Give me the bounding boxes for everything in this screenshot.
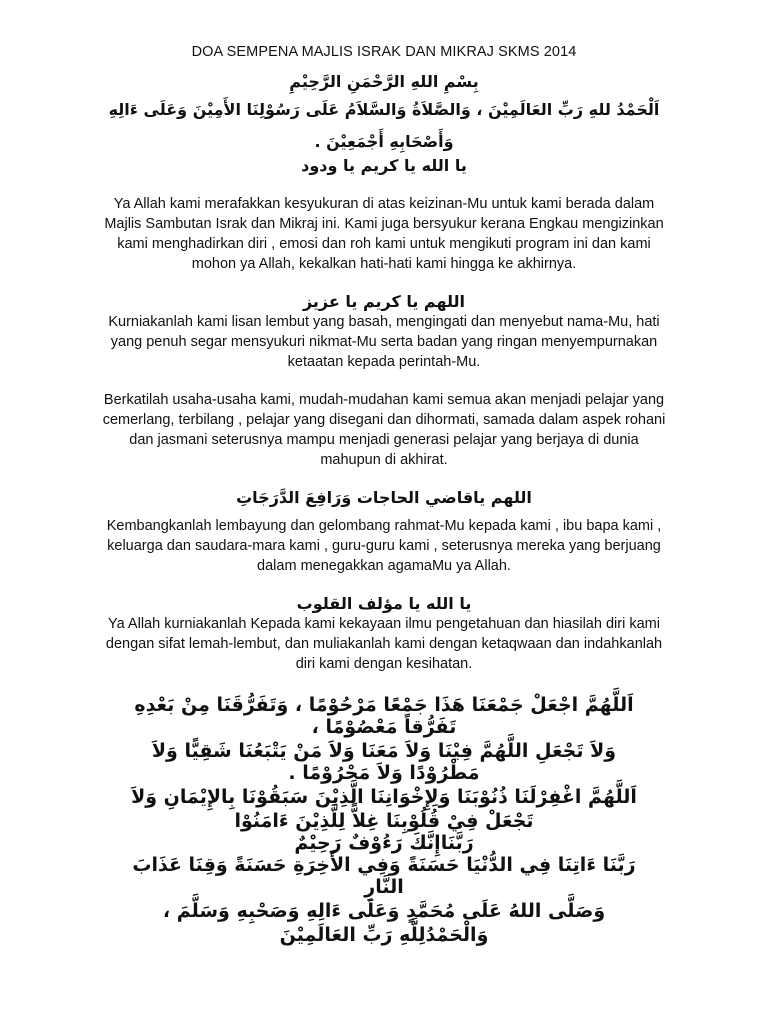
paragraph-2: [84, 312, 684, 372]
closing-line: مَطْرُوْدًا وَلاَ مَحْرُوْمًا .: [288, 762, 480, 784]
invocation-line: يا الله يا كريم يا ودود: [301, 156, 467, 175]
closing-line: تَفَرُّقاً مَعْصُوْمًا ،: [311, 716, 457, 738]
closing-line: تَجْعَلْ فِيْ قُلُوْبِنَا غِلاًّ لِلَّذِيْنَ ءَامَنُوْا: [234, 810, 534, 832]
closing-line: رَبَّنَا ءَاتِنَا فِي الدُّنْيَا حَسَنَةً وَفِي الأَخِرَةِ حَسَنَةً وَقِنَا عَذَابَ: [132, 854, 636, 876]
closing-line: اَللَّهُمَّ اجْعَلْ جَمْعَنَا هَذَا جَمْعًا مَرْحُوْمًا ، وَتَفَرُّقَنَا مِنْ بَعْدِهِ: [134, 694, 634, 716]
closing-line: رَبَّنَاإِنَّكَ رَءُوْفٌ رَحِيْمٌ: [294, 832, 474, 854]
paragraph-5-line: Ya Allah kurniakanlah Kepada kami kekayaan ilmu pengetahuan dan hiasilah diri kami: [108, 616, 660, 632]
document-title: DOA SEMPENA MAJLIS ISRAK DAN MIKRAJ SKMS 2014: [191, 44, 577, 60]
paragraph-4-line: keluarga dan saudara-mara kami , guru-guru kami , seterusnya mereka yang berjuang: [107, 538, 661, 554]
closing-line: اَللَّهُمَّ اغْفِرْلَنَا ذُنُوْبَنَا وَلِإِخْوَانِنَا الَّذِيْنَ سَبَقُوْنَا بِالإِيْمَانِ وَلاَ: [131, 786, 637, 808]
closing-line: وَالْحَمْدُلِلَّهِ رَبِّ العَالَمِيْنَ: [279, 924, 489, 946]
paragraph-3-line: Berkatilah usaha-usaha kami, mudah-mudahan kami semua akan menjadi pelajar yang: [103, 392, 665, 408]
paragraph-3-line: mahupun di akhirat.: [320, 452, 448, 468]
paragraph-5-line: dengan sifat lemah-lembut, dan muliakanlah kami dengan ketaqwaan dan indahkanlah: [105, 636, 663, 652]
paragraph-1: [84, 194, 684, 274]
paragraph-1-line: Ya Allah kami merafakkan kesyukuran di atas keizinan-Mu untuk kami berada dalam: [113, 196, 655, 212]
paragraph-2-line: ketaatan kepada perintah-Mu.: [287, 354, 481, 370]
closing-line: وَصَلَّى اللهُ عَلَى مُحَمَّدٍ وَعَلَى ءَالِهِ وَصَحْبِهِ وَسَلَّمَ ،: [162, 900, 606, 922]
paragraph-4-line: dalam menegakkan agamaMu ya Allah.: [257, 558, 511, 574]
hamdalah-line-2: وَأَصْحَابِهِ أَجْمَعِيْنَ .: [314, 132, 454, 151]
paragraph-2-line: Kurniakanlah kami lisan lembut yang basah, mengingati dan menyebut nama-Mu, hati: [108, 314, 660, 330]
hamdalah-line-1: اَلْحَمْدُ للهِ رَبِّ العَالَمِيْنَ ، وَالصَّلاَةُ وَالسَّلاَمُ عَلَى رَسُوْلِنَا الأَمِيْنَ وَعَلَى ءَالِهِ: [108, 100, 660, 119]
paragraph-4-line: Kembangkanlah lembayung dan gelombang rahmat-Mu kepada kami , ibu bapa kami ,: [106, 518, 662, 534]
paragraph-5: [84, 614, 684, 674]
closing-line: النَّارِ: [364, 876, 404, 898]
paragraph-3-line: cemerlang, terbilang , pelajar yang disegani dan dihormati, samada dalam aspek rohani: [102, 412, 666, 428]
closing-line: وَلاَ تَجْعَلِ اللَّهُمَّ فِيْنَا وَلاَ مَعَنَا وَلاَ مَنْ يَتْبَعُنَا شَقِيًّا وَلاَ: [151, 740, 617, 762]
paragraph-4: [84, 516, 684, 576]
paragraph-3-line: dan jasmani seterusnya mampu menjadi generasi pelajar yang berjaya di dunia: [129, 432, 639, 448]
paragraph-3: [84, 390, 684, 470]
heading-5: يا الله يا مؤلف القلوب: [296, 594, 472, 613]
heading-4: اللهم ياقاضي الحاجات وَرَافِعَ الدَّرَجَاتِ: [236, 488, 532, 507]
basmala-line: بِسْمِ اللهِ الرَّحْمَنِ الرَّحِيْمِ: [289, 72, 479, 91]
paragraph-1-line: kami menghadirkan diri , emosi dan roh kami untuk mengikuti program ini dan kami: [117, 236, 651, 252]
paragraph-2-line: yang penuh segar mensyukuri nikmat-Mu serta badan yang ringan menyempurnakan: [110, 334, 658, 350]
paragraph-1-line: Majlis Sambutan Israk dan Mikraj ini. Kami juga bersyukur kerana Engkau mengizinkan: [104, 216, 664, 232]
heading-2: اللهم يا كريم يا عزيز: [302, 292, 466, 311]
paragraph-1-line: mohon ya Allah, kekalkan hati-hati kami hingga ke akhirnya.: [191, 256, 577, 272]
paragraph-5-line: diri kami dengan kesihatan.: [295, 656, 473, 672]
